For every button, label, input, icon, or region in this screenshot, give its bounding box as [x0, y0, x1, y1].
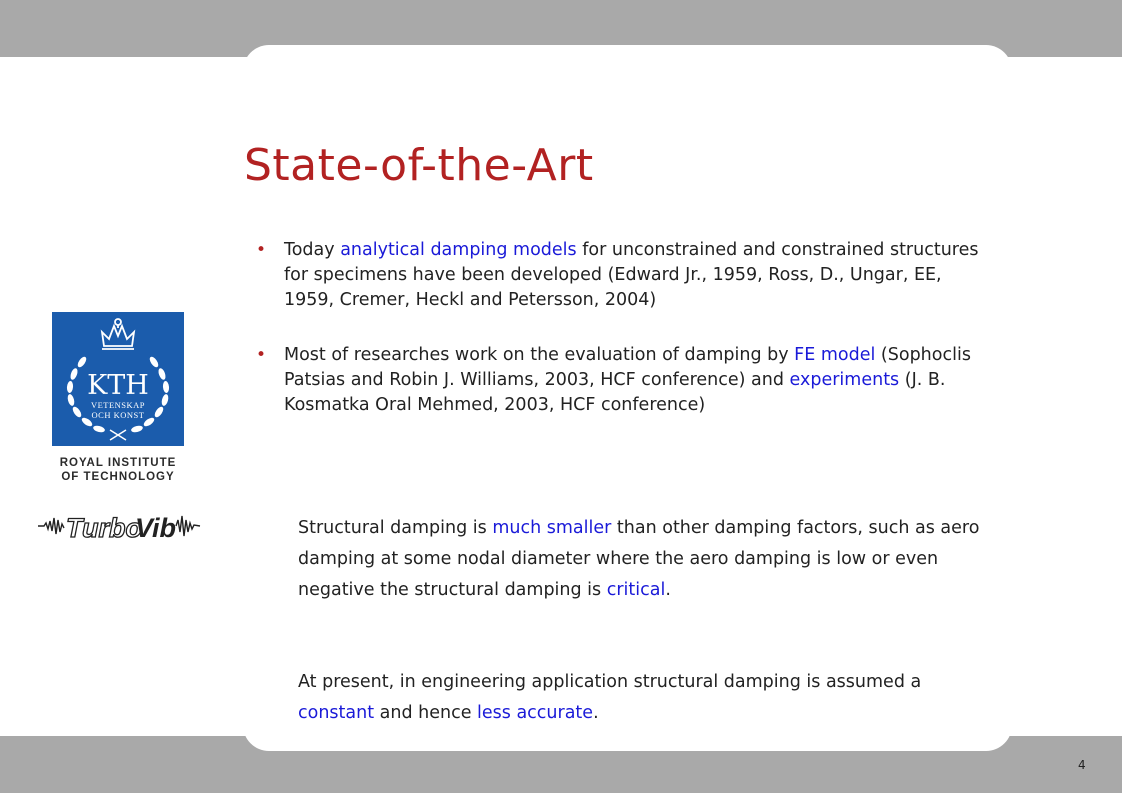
- text-run: (Sophoclis Patsias and Robin J. Williams, 2003, HCF conference) and: [284, 345, 971, 390]
- kth-monogram: KTH: [87, 370, 149, 401]
- text-run: (J. B. Kosmatka Oral Mehmed, 2003, HCF conference): [284, 370, 946, 415]
- kth-sub-line-1: VETENSKAP: [90, 400, 146, 410]
- highlight-run: constant: [298, 703, 375, 723]
- bullet-dot-icon: •: [256, 345, 267, 365]
- bullet-text: [284, 240, 978, 310]
- page-number: 4: [1078, 758, 1086, 772]
- highlight-run: experiments: [789, 370, 900, 390]
- bullet-item: [256, 238, 996, 313]
- paragraph-at-present: [298, 667, 998, 729]
- kth-caption-line-2: OF TECHNOLOGY: [61, 471, 175, 483]
- text-run: Structural damping is: [298, 518, 493, 538]
- slide-title: State-of-the-Art: [244, 140, 594, 191]
- bullet-item: [256, 343, 996, 418]
- text-run: .: [593, 703, 599, 723]
- kth-caption: [52, 456, 184, 484]
- highlight-run: analytical damping models: [340, 240, 577, 260]
- highlight-run: much smaller: [492, 518, 612, 538]
- bullet-text: [284, 345, 971, 415]
- turbovib-logo: [36, 506, 204, 546]
- turbovib-waveform-icon: [36, 506, 204, 546]
- turbovib-word-vib: Vib: [135, 513, 177, 543]
- text-run: than other damping factors, such as aero damping at some nodal diameter where the aero damping is low or even negative the structural damping is: [298, 518, 980, 600]
- text-run: Most of researches work on the evaluation of damping by: [284, 345, 795, 365]
- paragraph-structural-damping: [298, 513, 998, 606]
- kth-caption-line-1: ROYAL INSTITUTE: [59, 457, 177, 469]
- kth-crest-icon: [52, 312, 184, 446]
- highlight-run: critical: [606, 580, 666, 600]
- bullet-dot-icon: •: [256, 240, 267, 260]
- bullet-list: [256, 238, 996, 448]
- text-run: At present, in engineering application structural damping is assumed a: [298, 672, 922, 692]
- kth-sub-line-2: OCH KONST: [91, 410, 145, 420]
- text-run: .: [665, 580, 671, 600]
- text-run: Today: [284, 240, 341, 260]
- highlight-run: FE model: [794, 345, 876, 365]
- kth-logo: [52, 312, 184, 446]
- text-run: and hence: [374, 703, 478, 723]
- highlight-run: less accurate: [477, 703, 594, 723]
- text-run: for unconstrained and constrained structures for specimens have been developed (Edward Jr., 1959, Ross, D., Ungar, EE, 1959, Cremer, Heckl and Petersson, 2004): [284, 240, 979, 310]
- turbovib-word-turbo: Turbo: [66, 513, 142, 543]
